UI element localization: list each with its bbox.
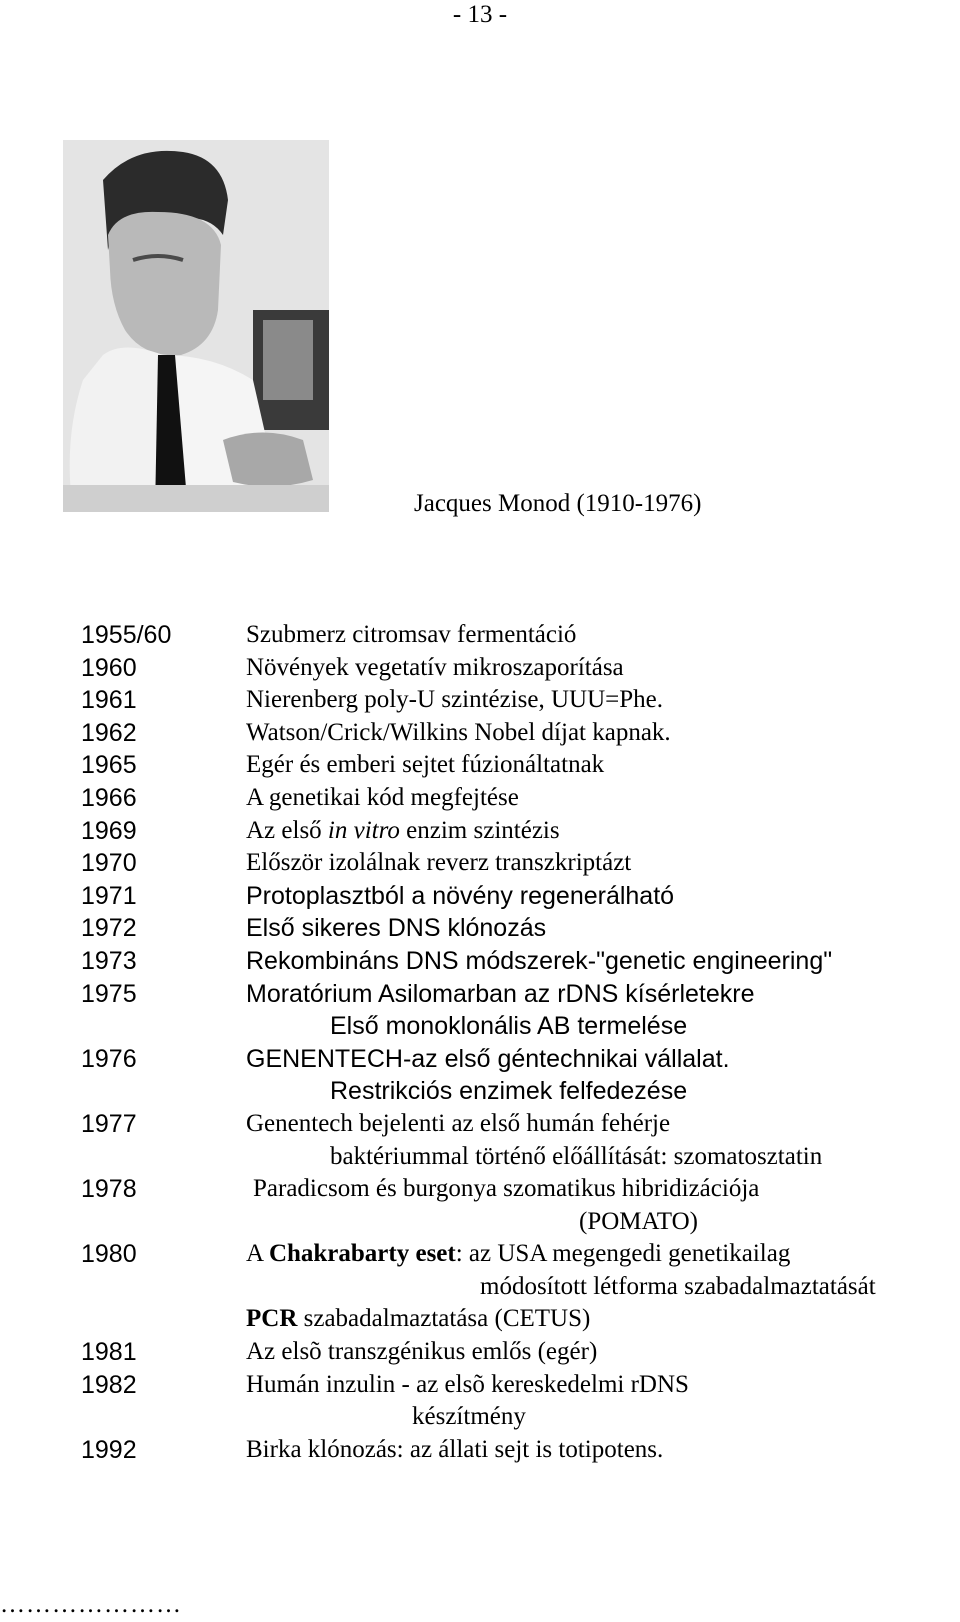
event-text-italic: in vitro xyxy=(327,816,400,844)
timeline-event: Moratórium Asilomarban az rDNS kísérletekre xyxy=(246,979,755,1008)
timeline-event xyxy=(246,815,560,848)
timeline-event: GENENTECH-az első géntechnikai vállalat. xyxy=(246,1044,730,1073)
timeline-event: Növények vegetatív mikroszaporítása xyxy=(246,653,624,681)
event-text-suffix: : az USA megengedi genetikailag xyxy=(455,1240,791,1268)
timeline-row xyxy=(0,815,960,848)
portrait-caption: Jacques Monod (1910-1976) xyxy=(414,490,702,517)
timeline-row xyxy=(0,1303,960,1336)
timeline-list xyxy=(0,619,960,1466)
timeline-row xyxy=(0,652,960,685)
timeline-row xyxy=(0,1336,960,1369)
timeline-event: Protoplasztból a növény regenerálható xyxy=(246,881,675,910)
event-text-suffix: enzim szintézis xyxy=(399,816,560,844)
portrait-photo xyxy=(63,140,329,512)
page-number: - 13 - xyxy=(452,1,508,28)
timeline-year: 1975 xyxy=(81,979,137,1008)
event-text-bold: Chakrabarty eset xyxy=(268,1240,456,1268)
timeline-year: 1962 xyxy=(81,718,137,747)
timeline-event: Első sikeres DNS klónozás xyxy=(246,914,547,943)
timeline-event: Először izolálnak reverz transzkriptázt xyxy=(246,849,632,877)
timeline-row xyxy=(0,1010,960,1043)
event-text-suffix: szabadalmaztatása (CETUS) xyxy=(297,1305,591,1333)
timeline-event-continuation: módosított létforma szabadalmaztatását xyxy=(480,1272,876,1300)
timeline-year: 1976 xyxy=(81,1044,137,1073)
timeline-row xyxy=(0,749,960,782)
timeline-event xyxy=(246,1238,790,1271)
timeline-event-continuation: baktériummal történő előállítását: szomatosztatin xyxy=(330,1142,823,1170)
timeline-year: 1980 xyxy=(81,1240,137,1269)
timeline-year: 1955/60 xyxy=(81,621,172,649)
timeline-year: 1970 xyxy=(81,849,137,878)
timeline-row xyxy=(0,782,960,815)
timeline-row xyxy=(0,1173,960,1206)
event-text-prefix: A xyxy=(246,1240,269,1268)
timeline-year: 1960 xyxy=(81,653,137,682)
timeline-row xyxy=(0,619,960,652)
timeline-event: Paradicsom és burgonya szomatikus hibridizációja xyxy=(253,1175,760,1203)
timeline-row xyxy=(0,1075,960,1108)
timeline-row xyxy=(0,1141,960,1174)
timeline-year: 1982 xyxy=(81,1370,137,1399)
timeline-row xyxy=(0,1043,960,1076)
timeline-row xyxy=(0,717,960,750)
event-text-bold: PCR xyxy=(246,1305,298,1333)
timeline-row xyxy=(0,1401,960,1434)
timeline-event: Birka klónozás: az állati sejt is totipotens. xyxy=(246,1435,664,1463)
timeline-event: Rekombináns DNS módszerek-"genetic engineering" xyxy=(246,946,833,975)
timeline-row xyxy=(0,978,960,1011)
timeline-year: 1981 xyxy=(81,1338,137,1367)
timeline-year: 1977 xyxy=(81,1109,137,1138)
event-text-prefix: Az első xyxy=(246,816,328,844)
timeline-row xyxy=(0,1206,960,1239)
timeline-row xyxy=(0,1271,960,1304)
timeline-event xyxy=(246,1303,590,1336)
timeline-event: Humán inzulin - az elsõ kereskedelmi rDNS xyxy=(246,1370,689,1398)
timeline-event: Az elsõ transzgénikus emlős (egér) xyxy=(246,1338,598,1366)
timeline-event-continuation: (POMATO) xyxy=(579,1207,698,1235)
timeline-row xyxy=(0,1369,960,1402)
timeline-row xyxy=(0,1434,960,1467)
timeline-row xyxy=(0,1108,960,1141)
footer-dotted-line: ………………… xyxy=(0,1591,182,1618)
timeline-year: 1978 xyxy=(81,1175,137,1204)
timeline-row xyxy=(0,1238,960,1271)
timeline-year: 1992 xyxy=(81,1435,137,1464)
timeline-event-continuation: Restrikciós enzimek felfedezése xyxy=(330,1077,688,1106)
timeline-event: Genentech bejelenti az első humán fehérje xyxy=(246,1109,671,1137)
timeline-year: 1969 xyxy=(81,816,137,845)
timeline-row xyxy=(0,847,960,880)
timeline-year: 1971 xyxy=(81,881,137,910)
timeline-event-continuation: készítmény xyxy=(412,1403,526,1431)
timeline-year: 1972 xyxy=(81,914,137,943)
timeline-year: 1966 xyxy=(81,783,137,812)
timeline-row xyxy=(0,684,960,717)
timeline-year: 1965 xyxy=(81,751,137,780)
timeline-event: Nierenberg poly-U szintézise, UUU=Phe. xyxy=(246,686,664,714)
timeline-year: 1961 xyxy=(81,686,137,715)
timeline-row xyxy=(0,880,960,913)
timeline-row xyxy=(0,945,960,978)
timeline-row xyxy=(0,912,960,945)
timeline-year: 1973 xyxy=(81,946,137,975)
timeline-event: Watson/Crick/Wilkins Nobel díjat kapnak. xyxy=(246,718,671,746)
timeline-event: Szubmerz citromsav fermentáció xyxy=(246,621,577,648)
timeline-event-continuation: Első monoklonális AB termelése xyxy=(330,1012,688,1041)
timeline-event: Egér és emberi sejtet fúzionáltatnak xyxy=(246,751,605,779)
timeline-event: A genetikai kód megfejtése xyxy=(246,783,519,811)
